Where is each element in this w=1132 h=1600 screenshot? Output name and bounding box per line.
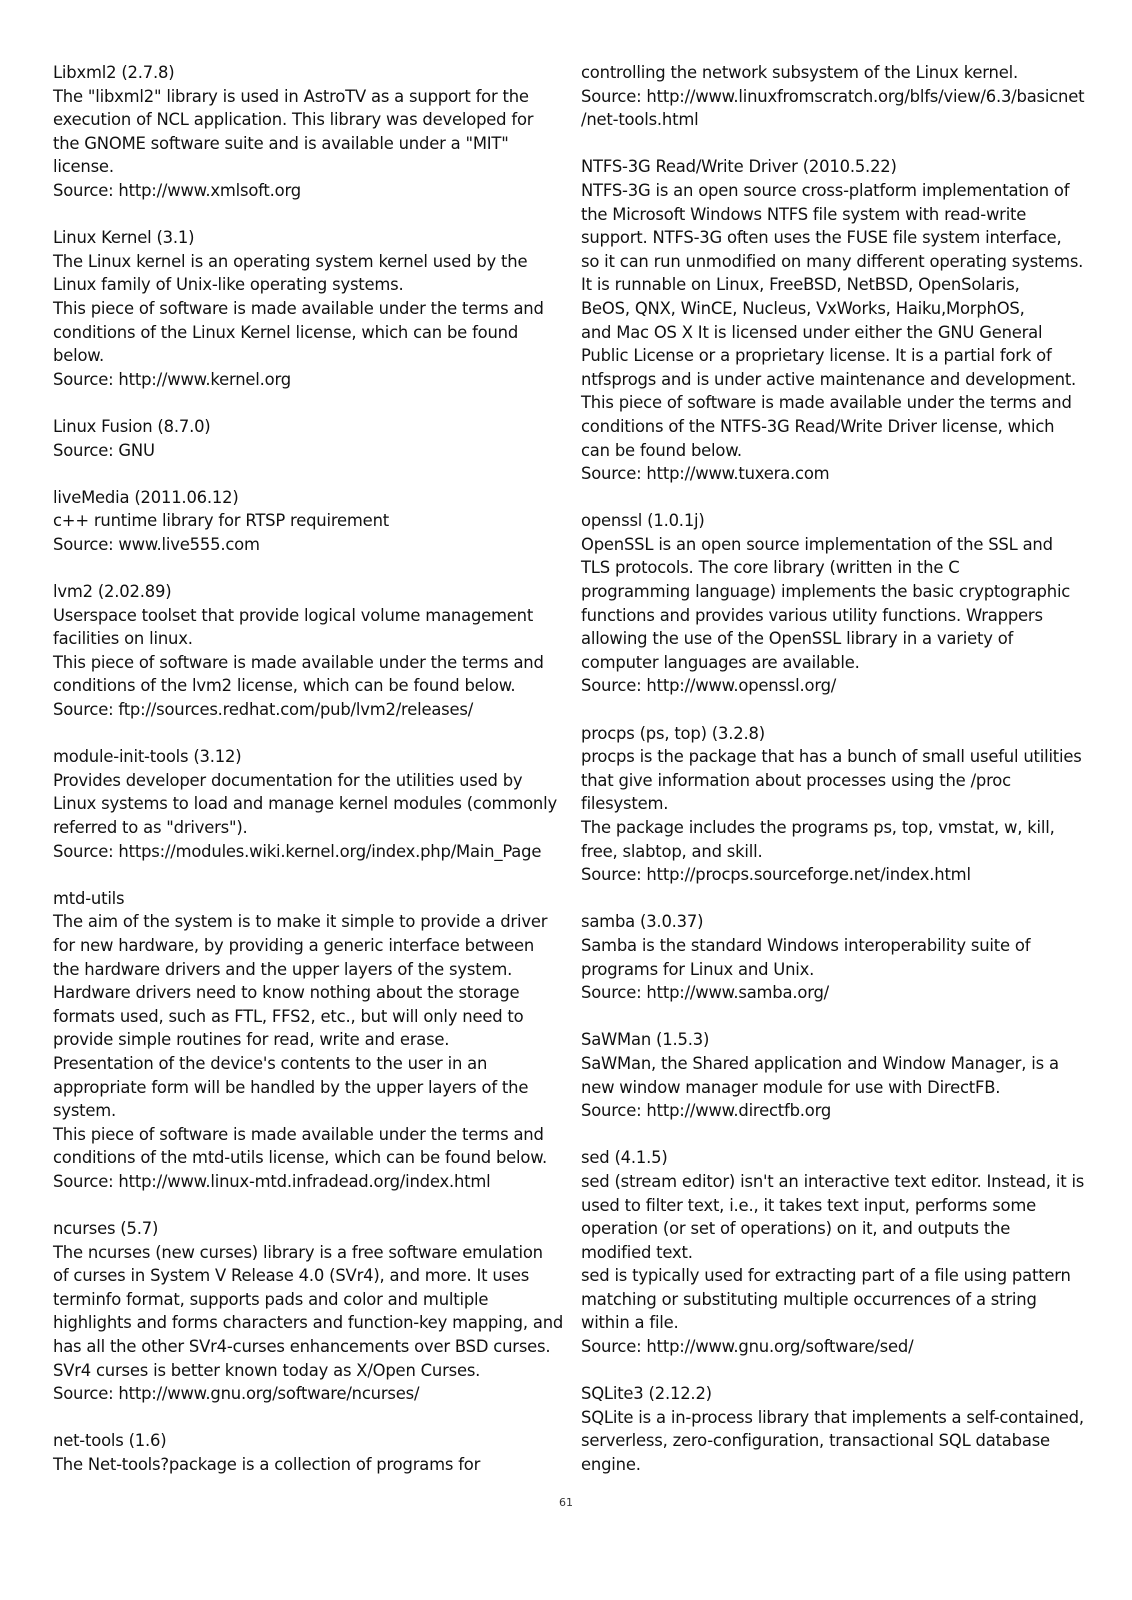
entry-line: filesystem. [581,794,669,814]
license-entry [581,1382,1091,1476]
entry-line: programming language) implements the basic cryptographic [581,582,1071,602]
entry-title: Linux Kernel (3.1) [53,228,195,248]
entry-line: below. [53,346,104,366]
entry-line: allowing the use of the OpenSSL library in a variety of [581,629,1014,649]
entry-line: The aim of the system is to make it simple to provide a driver [53,912,548,932]
entry-line: referred to as "drivers"). [53,818,248,837]
entry-title: sed (4.1.5) [581,1148,668,1168]
entry-line: procps is the package that has a bunch of small useful utilities [581,747,1082,767]
license-entry [581,910,1091,1004]
entry-line: The Net-tools?package is a collection of programs for [53,1455,481,1475]
entry-line: matching or substituting multiple occurrences of a string [581,1289,1037,1309]
entry-line: Userspace toolset that provide logical volume management [53,605,534,625]
entry-title: ncurses (5.7) [53,1219,159,1239]
entry-line: Source: http://www.gnu.org/software/ncurses/ [53,1384,420,1404]
license-entry [581,155,1091,485]
entry-line: sed (stream editor) isn't an interactive text editor. Instead, it is [581,1171,1085,1191]
entry-title: lvm2 (2.02.89) [53,582,172,602]
entry-line: SQLite is a in-process library that implements a self-contained, [581,1407,1084,1427]
license-entry [581,1146,1091,1358]
entry-line: can be found below. [581,440,742,460]
entry-line: system. [53,1101,117,1121]
left-column [53,61,564,1500]
entry-line: Hardware drivers need to know nothing about the storage [53,983,520,1003]
entry-line: sed is typically used for extracting part of a file using pattern [581,1266,1071,1286]
license-entry [53,1429,553,1476]
license-entry [581,722,1091,887]
entry-line: SVr4 curses is better known today as X/Open Curses. [53,1360,481,1380]
entry-line: highlights and forms characters and function-key mapping, and [53,1313,564,1333]
entry-line: free, slabtop, and skill. [581,841,763,861]
entry-line: of curses in System V Release 4.0 (SVr4), and more. It uses [53,1266,530,1286]
entry-line: engine. [581,1455,641,1475]
entry-title: Linux Fusion (8.7.0) [53,416,211,436]
entry-line: /net-tools.html [581,110,699,130]
entry-line: the Microsoft Windows NTFS file system with read-write [581,204,1027,224]
license-entry [53,1217,564,1406]
entry-title: openssl (1.0.1j) [581,511,705,531]
entry-line: Linux family of Unix-like operating systems. [53,275,404,295]
license-entry [53,61,553,203]
entry-line: TLS protocols. The core library (written in the C [581,558,960,578]
entry-line: so it can run unmodified on many different operating systems. [581,251,1084,271]
entry-line: The Linux kernel is an operating system kernel used by the [53,251,528,271]
entry-line: Source: http://www.linuxfromscratch.org/blfs/view/6.3/basicnet [581,86,1085,106]
entry-line: and Mac OS X It is licensed under either the GNU General [581,322,1043,342]
entry-line: This piece of software is made available under the terms and [53,298,544,318]
entry-title: liveMedia (2011.06.12) [53,487,239,507]
entry-line: Source: ftp://sources.redhat.com/pub/lvm2/releases/ [53,700,474,720]
entry-title: controlling the network subsystem of the Linux kernel. [581,63,1018,82]
entry-line: the hardware drivers and the upper layers of the system. [53,959,513,979]
entry-line: Source: http://procps.sourceforge.net/index.html [581,865,971,885]
entry-title: SQLite3 (2.12.2) [581,1384,712,1404]
entry-line: programs for Linux and Unix. [581,959,815,979]
entry-line: SaWMan, the Shared application and Window Manager, is a [581,1053,1059,1073]
entry-line: for new hardware, by providing a generic interface between [53,935,535,955]
entry-line: appropriate form will be handled by the upper layers of the [53,1077,529,1097]
entry-line: The package includes the programs ps, top, vmstat, w, kill, [581,818,1055,837]
entry-line: functions and provides various utility functions. Wrappers [581,605,1043,625]
entry-line: within a file. [581,1313,679,1333]
entry-line: has all the other SVr4-curses enhancements over BSD curses. [53,1337,551,1357]
entry-title: module-init-tools (3.12) [53,747,242,767]
license-entry [53,415,553,462]
entry-line: Source: http://www.directfb.org [581,1101,832,1121]
entry-line: Source: http://www.tuxera.com [581,464,830,484]
license-entry [581,1028,1091,1122]
entry-line: Source: http://www.linux-mtd.infradead.org/index.html [53,1171,491,1191]
entry-title: procps (ps, top) (3.2.8) [581,723,765,743]
entry-line: Source: https://modules.wiki.kernel.org/index.php/Main_Page [53,841,542,861]
entry-line: This piece of software is made available under the terms and [581,393,1072,413]
entry-line: support. NTFS-3G often uses the FUSE file system interface, [581,228,1062,248]
entry-line: Source: http://www.samba.org/ [581,983,829,1003]
entry-line: operation (or set of operations) on it, and outputs the [581,1219,1011,1239]
entry-line: facilities on linux. [53,629,193,649]
entry-title: net-tools (1.6) [53,1431,167,1451]
entry-line: license. [53,157,114,177]
entry-line: conditions of the Linux Kernel license, which can be found [53,322,519,342]
entry-line: Provides developer documentation for the utilities used by [53,770,523,790]
entry-line: This piece of software is made available under the terms and [53,652,544,672]
entry-line: Source: www.live555.com [53,534,260,554]
entry-line: formats used, such as FTL, FFS2, etc., but will only need to [53,1006,524,1026]
license-entry [53,745,557,863]
entry-line: Source: http://www.xmlsoft.org [53,180,301,200]
license-entry [53,486,553,557]
entry-line: Samba is the standard Windows interoperability suite of [581,935,1031,955]
entry-line: conditions of the NTFS-3G Read/Write Driver license, which [581,416,1055,436]
right-column [581,61,1091,1500]
entry-line: NTFS-3G is an open source cross-platform implementation of [581,180,1070,200]
entry-title: samba (3.0.37) [581,912,704,932]
entry-line: provide simple routines for read, write and erase. [53,1030,450,1050]
entry-line: Source: http://www.gnu.org/software/sed/ [581,1337,914,1357]
entry-line: Source: http://www.openssl.org/ [581,676,837,696]
entry-title: mtd-utils [53,888,125,908]
entry-line: conditions of the lvm2 license, which can be found below. [53,676,516,696]
entry-line: OpenSSL is an open source implementation of the SSL and [581,534,1053,554]
entry-line: execution of NCL application. This library was developed for [53,110,534,130]
license-entry [53,887,553,1194]
entry-line: modified text. [581,1242,693,1262]
entry-line: computer languages are available. [581,652,860,672]
entry-title: SaWMan (1.5.3) [581,1030,710,1050]
entry-title: NTFS-3G Read/Write Driver (2010.5.22) [581,157,897,177]
entry-line: BeOS, QNX, WinCE, Nucleus, VxWorks, Haiku,MorphOS, [581,298,1025,318]
entry-line: Public License or a proprietary license. It is a partial fork of [581,346,1052,366]
entry-title: Libxml2 (2.7.8) [53,63,175,82]
entry-line: conditions of the mtd-utils license, which can be found below. [53,1148,547,1168]
entry-line: ntfsprogs and is under active maintenance and development. [581,369,1077,389]
license-entry [581,509,1091,698]
entry-line: c++ runtime library for RTSP requirement [53,511,389,531]
license-entry [53,580,553,722]
entry-line: new window manager module for use with DirectFB. [581,1077,1001,1097]
entry-line: serverless, zero-configuration, transactional SQL database [581,1431,1050,1451]
entry-line: The ncurses (new curses) library is a free software emulation [53,1242,543,1262]
entry-line: Presentation of the device's contents to the user in an [53,1053,488,1073]
license-entry [53,226,553,391]
entry-line: Source: GNU [53,440,155,460]
entry-line: that give information about processes using the /proc [581,770,1011,790]
entry-line: Linux systems to load and manage kernel modules (commonly [53,794,557,814]
entry-line: The "libxml2" library is used in AstroTV as a support for the [53,86,529,106]
entry-line: Source: http://www.kernel.org [53,369,291,389]
license-entry [581,61,1091,132]
entry-line: the GNOME software suite and is available under a "MIT" [53,133,509,153]
entry-line: terminfo format, supports pads and color and multiple [53,1289,489,1309]
entry-line: It is runnable on Linux, FreeBSD, NetBSD, OpenSolaris, [581,275,1020,295]
entry-line: This piece of software is made available under the terms and [53,1124,544,1144]
page-number: 61 [559,1496,573,1509]
entry-line: used to filter text, i.e., it takes text input, performs some [581,1195,1037,1215]
